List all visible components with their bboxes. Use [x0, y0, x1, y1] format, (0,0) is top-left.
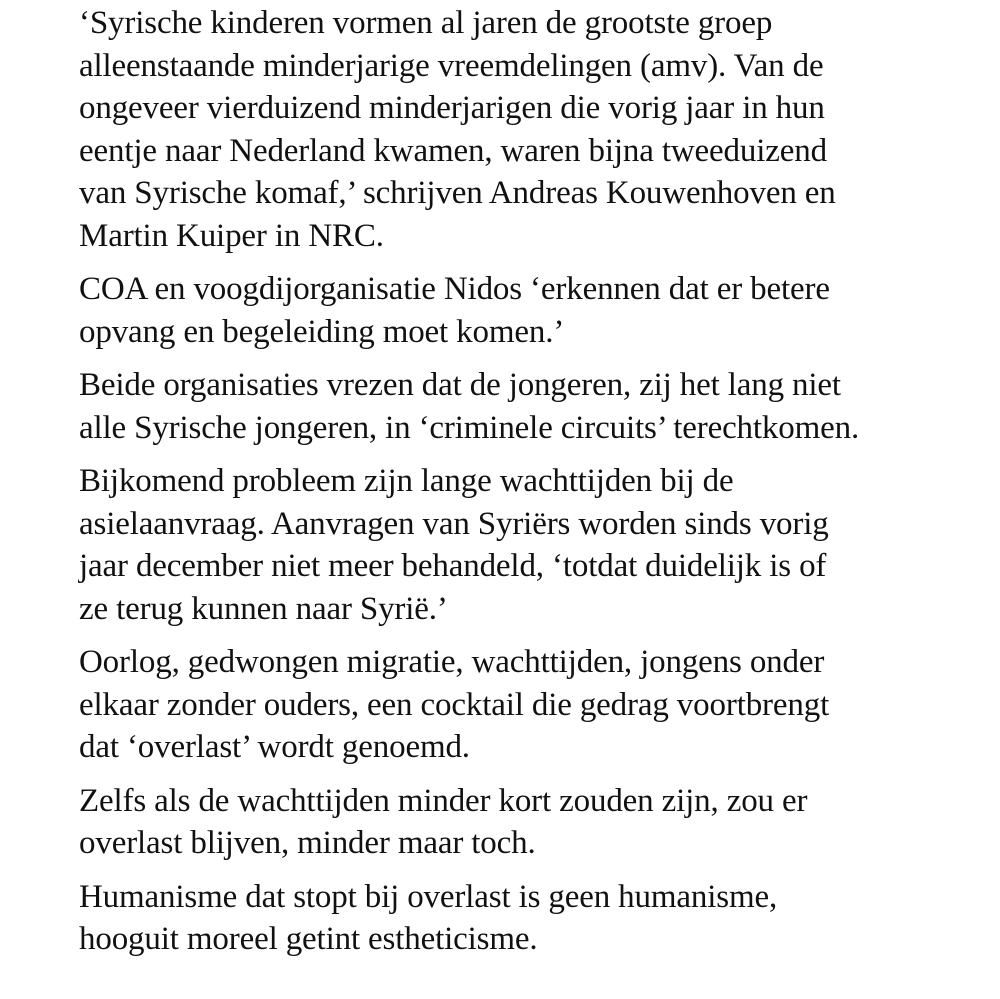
paragraph-criminal-circuits: Beide organisaties vrezen dat de jongeren, zij het lang niet alle Syrische jongeren, in ‘criminele circuits’ terechtkomen. — [79, 367, 860, 446]
paragraph-humanism: Humanisme dat stopt bij overlast is geen humanisme, hooguit moreel getint estheticisme. — [79, 878, 778, 957]
paragraph-syrian-minors: ‘Syrische kinderen vormen al jaren de grootste groep alleenstaande minderjarige vreemdelingen (amv). Van de ongeveer vierduizend minderjarigen die vorig jaar in hun eentje naar Nederland kwamen, waren bijna tweeduizend van Syrische komaf,’ schrijven Andreas Kouwenhoven en Martin Kuiper in NRC. — [79, 5, 836, 254]
paragraph-waiting-times: Bijkomend probleem zijn lange wachttijden bij de asielaanvraag. Aanvragen van Syriërs worden sinds vorig jaar december niet meer behandeld, ‘totdat duidelijk is of ze terug kunnen naar Syrië.’ — [79, 463, 829, 627]
paragraph-war-migration: Oorlog, gedwongen migratie, wachttijden, jongens onder elkaar zonder ouders, een cocktail die gedrag voortbrengt dat ‘overlast’ wordt genoemd. — [79, 644, 830, 765]
article-body — [79, 2, 979, 972]
paragraph-coa-nidos: COA en voogdijorganisatie Nidos ‘erkennen dat er betere opvang en begeleiding moet komen.’ — [79, 271, 830, 350]
paragraph-nuisance-remains: Zelfs als de wachttijden minder kort zouden zijn, zou er overlast blijven, minder maar toch. — [79, 782, 808, 861]
